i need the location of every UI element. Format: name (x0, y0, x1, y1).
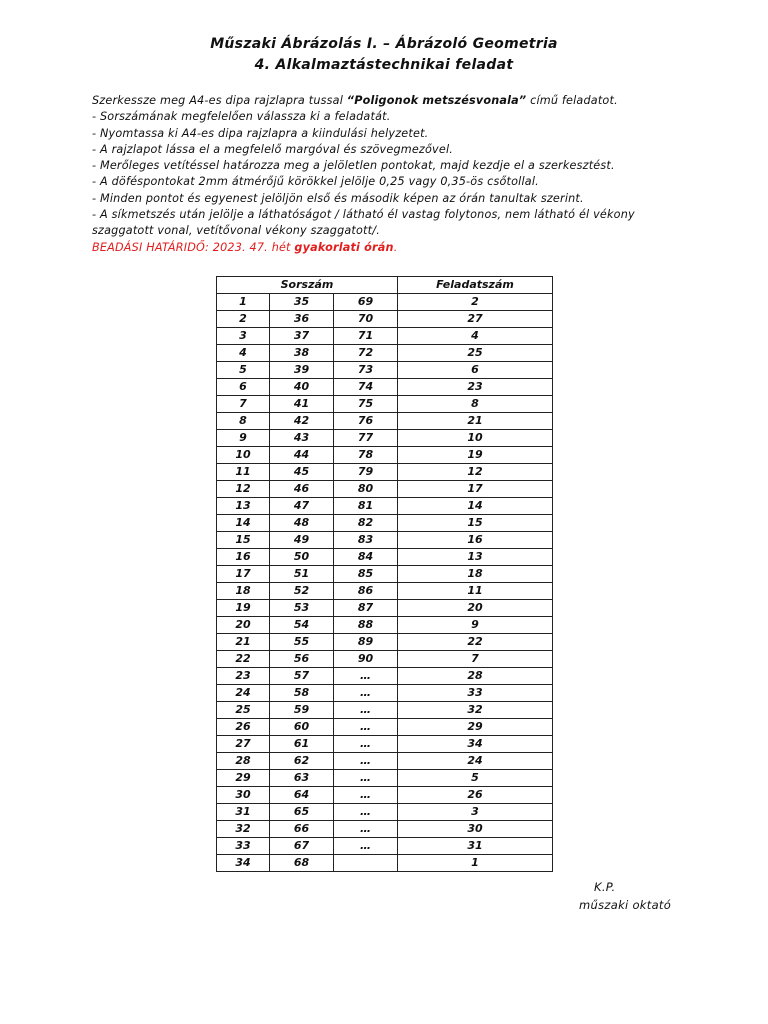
cell-sorszam-3: … (334, 838, 398, 855)
document-subtitle: 4. Alkalmaztástechnikai feladat (254, 57, 514, 73)
cell-sorszam-3: … (334, 770, 398, 787)
table-row (217, 430, 553, 447)
cell-sorszam-1: 18 (217, 583, 270, 600)
signature-role: műszaki oktató (579, 898, 672, 912)
cell-sorszam-1: 12 (217, 481, 270, 498)
table-row (217, 719, 553, 736)
instruction-bullet: - Minden pontot és egyenest jelöljön első és második képen az órán tanultak szerint. (92, 191, 584, 205)
cell-sorszam-3: 75 (334, 396, 398, 413)
cell-sorszam-2: 66 (270, 821, 334, 838)
cell-sorszam-2: 59 (270, 702, 334, 719)
table-header-row (217, 277, 553, 294)
cell-sorszam-1: 5 (217, 362, 270, 379)
cell-sorszam-3: 90 (334, 651, 398, 668)
deadline-line (92, 240, 672, 256)
cell-sorszam-3: 78 (334, 447, 398, 464)
cell-sorszam-1: 11 (217, 464, 270, 481)
cell-sorszam-1: 10 (217, 447, 270, 464)
table-row (217, 464, 553, 481)
cell-feladatszam: 26 (398, 787, 553, 804)
assignment-name: “Poligonok metszésvonala” (346, 94, 527, 107)
table-row (217, 396, 553, 413)
cell-feladatszam: 20 (398, 600, 553, 617)
cell-sorszam-3: 74 (334, 379, 398, 396)
table-row (217, 311, 553, 328)
table-row (217, 787, 553, 804)
cell-sorszam-2: 37 (270, 328, 334, 345)
cell-feladatszam: 15 (398, 515, 553, 532)
cell-feladatszam: 31 (398, 838, 553, 855)
cell-sorszam-3: … (334, 753, 398, 770)
cell-feladatszam: 10 (398, 430, 553, 447)
cell-sorszam-3 (334, 855, 398, 872)
signature-initials: K.P. (594, 880, 616, 894)
cell-sorszam-1: 16 (217, 549, 270, 566)
cell-sorszam-1: 20 (217, 617, 270, 634)
cell-sorszam-2: 62 (270, 753, 334, 770)
cell-sorszam-1: 4 (217, 345, 270, 362)
cell-sorszam-2: 56 (270, 651, 334, 668)
cell-sorszam-2: 60 (270, 719, 334, 736)
cell-feladatszam: 27 (398, 311, 553, 328)
cell-sorszam-3: … (334, 685, 398, 702)
cell-sorszam-1: 17 (217, 566, 270, 583)
cell-sorszam-2: 45 (270, 464, 334, 481)
cell-sorszam-2: 43 (270, 430, 334, 447)
cell-sorszam-1: 6 (217, 379, 270, 396)
cell-sorszam-3: 71 (334, 328, 398, 345)
cell-feladatszam: 25 (398, 345, 553, 362)
cell-sorszam-1: 14 (217, 515, 270, 532)
cell-sorszam-3: … (334, 787, 398, 804)
cell-sorszam-2: 47 (270, 498, 334, 515)
cell-feladatszam: 29 (398, 719, 553, 736)
cell-sorszam-2: 54 (270, 617, 334, 634)
cell-sorszam-1: 27 (217, 736, 270, 753)
cell-feladatszam: 28 (398, 668, 553, 685)
deadline-date: 2023. 47. hét (209, 240, 295, 254)
cell-sorszam-2: 57 (270, 668, 334, 685)
cell-feladatszam: 11 (398, 583, 553, 600)
cell-sorszam-2: 44 (270, 447, 334, 464)
cell-feladatszam: 8 (398, 396, 553, 413)
cell-sorszam-3: 89 (334, 634, 398, 651)
table-body (217, 294, 553, 872)
cell-sorszam-2: 65 (270, 804, 334, 821)
table-row (217, 821, 553, 838)
cell-feladatszam: 16 (398, 532, 553, 549)
cell-sorszam-2: 48 (270, 515, 334, 532)
table-row (217, 447, 553, 464)
cell-sorszam-1: 23 (217, 668, 270, 685)
cell-sorszam-3: … (334, 821, 398, 838)
cell-feladatszam: 34 (398, 736, 553, 753)
cell-sorszam-2: 50 (270, 549, 334, 566)
cell-feladatszam: 32 (398, 702, 553, 719)
table-row (217, 685, 553, 702)
cell-sorszam-2: 53 (270, 600, 334, 617)
cell-sorszam-1: 28 (217, 753, 270, 770)
table-row (217, 379, 553, 396)
table-row (217, 651, 553, 668)
table-row (217, 549, 553, 566)
cell-sorszam-3: … (334, 736, 398, 753)
table-row (217, 634, 553, 651)
cell-sorszam-1: 30 (217, 787, 270, 804)
cell-sorszam-1: 7 (217, 396, 270, 413)
cell-feladatszam: 18 (398, 566, 553, 583)
cell-feladatszam: 1 (398, 855, 553, 872)
cell-feladatszam: 13 (398, 549, 553, 566)
deadline-session: gyakorlati órán (294, 240, 394, 254)
table-row (217, 481, 553, 498)
cell-sorszam-2: 40 (270, 379, 334, 396)
cell-sorszam-1: 29 (217, 770, 270, 787)
cell-sorszam-3: 86 (334, 583, 398, 600)
cell-sorszam-2: 39 (270, 362, 334, 379)
instruction-bullet: - A rajzlapot lássa el a megfelelő margóval és szövegmezővel. (92, 142, 454, 156)
cell-sorszam-1: 9 (217, 430, 270, 447)
table-row (217, 345, 553, 362)
table-row (217, 583, 553, 600)
cell-sorszam-3: 87 (334, 600, 398, 617)
document-title: Műszaki Ábrázolás I. – Ábrázoló Geometria (210, 36, 558, 52)
cell-sorszam-2: 68 (270, 855, 334, 872)
cell-sorszam-3: 77 (334, 430, 398, 447)
cell-sorszam-1: 25 (217, 702, 270, 719)
table-row (217, 294, 553, 311)
instruction-bullet: - A síkmetszés után jelölje a láthatóságot / látható él vastag folytonos, nem látható él vékony (92, 208, 635, 222)
instruction-bullet: szaggatott vonal, vetítővonal vékony szaggatott/. (92, 224, 380, 238)
table-row (217, 855, 553, 872)
cell-sorszam-2: 52 (270, 583, 334, 600)
cell-sorszam-2: 58 (270, 685, 334, 702)
table-row (217, 515, 553, 532)
table-row (217, 770, 553, 787)
table-row (217, 753, 553, 770)
table-row (217, 702, 553, 719)
table-row (217, 328, 553, 345)
assignment-table (216, 276, 553, 872)
header-sorszam: Sorszám (217, 277, 398, 294)
deadline-label: BEADÁSI HATÁRIDŐ: (92, 240, 209, 254)
deadline-end: . (393, 240, 398, 254)
cell-sorszam-1: 2 (217, 311, 270, 328)
cell-sorszam-3: 73 (334, 362, 398, 379)
cell-sorszam-1: 8 (217, 413, 270, 430)
intro-line (92, 93, 672, 109)
table-row (217, 668, 553, 685)
cell-feladatszam: 14 (398, 498, 553, 515)
cell-sorszam-3: 79 (334, 464, 398, 481)
cell-sorszam-2: 55 (270, 634, 334, 651)
table-row (217, 600, 553, 617)
cell-sorszam-3: 84 (334, 549, 398, 566)
cell-sorszam-3: 69 (334, 294, 398, 311)
cell-sorszam-2: 49 (270, 532, 334, 549)
cell-sorszam-3: … (334, 719, 398, 736)
table-row (217, 804, 553, 821)
cell-sorszam-3: 80 (334, 481, 398, 498)
cell-sorszam-2: 35 (270, 294, 334, 311)
instruction-bullet: - A döféspontokat 2mm átmérőjű körökkel jelölje 0,25 vagy 0,35-ös csőtollal. (92, 175, 539, 189)
instructions-block (92, 93, 672, 256)
cell-sorszam-1: 26 (217, 719, 270, 736)
table-row (217, 362, 553, 379)
cell-sorszam-2: 63 (270, 770, 334, 787)
cell-feladatszam: 2 (398, 294, 553, 311)
table-row (217, 532, 553, 549)
cell-sorszam-2: 41 (270, 396, 334, 413)
table-row (217, 736, 553, 753)
cell-sorszam-3: 72 (334, 345, 398, 362)
cell-feladatszam: 30 (398, 821, 553, 838)
cell-sorszam-1: 21 (217, 634, 270, 651)
cell-sorszam-1: 19 (217, 600, 270, 617)
cell-feladatszam: 22 (398, 634, 553, 651)
cell-sorszam-3: 81 (334, 498, 398, 515)
cell-sorszam-1: 22 (217, 651, 270, 668)
cell-sorszam-2: 42 (270, 413, 334, 430)
cell-sorszam-3: 85 (334, 566, 398, 583)
cell-sorszam-2: 61 (270, 736, 334, 753)
cell-feladatszam: 24 (398, 753, 553, 770)
cell-feladatszam: 21 (398, 413, 553, 430)
cell-feladatszam: 9 (398, 617, 553, 634)
instruction-bullet: - Merőleges vetítéssel határozza meg a jelöletlen pontokat, majd kezdje el a szerkesztést. (92, 159, 615, 173)
cell-sorszam-3: 83 (334, 532, 398, 549)
cell-sorszam-1: 3 (217, 328, 270, 345)
cell-feladatszam: 33 (398, 685, 553, 702)
intro-suffix: című feladatot. (526, 94, 618, 107)
cell-sorszam-2: 51 (270, 566, 334, 583)
cell-feladatszam: 19 (398, 447, 553, 464)
cell-sorszam-1: 33 (217, 838, 270, 855)
cell-sorszam-1: 13 (217, 498, 270, 515)
cell-feladatszam: 4 (398, 328, 553, 345)
cell-sorszam-1: 1 (217, 294, 270, 311)
cell-sorszam-1: 15 (217, 532, 270, 549)
cell-sorszam-3: 76 (334, 413, 398, 430)
cell-sorszam-2: 64 (270, 787, 334, 804)
cell-sorszam-3: 82 (334, 515, 398, 532)
cell-feladatszam: 6 (398, 362, 553, 379)
instruction-bullet: - Nyomtassa ki A4-es dipa rajzlapra a kiindulási helyzetet. (92, 126, 429, 140)
table-row (217, 617, 553, 634)
cell-sorszam-3: … (334, 804, 398, 821)
cell-sorszam-2: 36 (270, 311, 334, 328)
table-row (217, 838, 553, 855)
cell-feladatszam: 3 (398, 804, 553, 821)
cell-sorszam-2: 67 (270, 838, 334, 855)
table-row (217, 498, 553, 515)
cell-feladatszam: 17 (398, 481, 553, 498)
cell-feladatszam: 5 (398, 770, 553, 787)
cell-sorszam-2: 46 (270, 481, 334, 498)
cell-feladatszam: 12 (398, 464, 553, 481)
cell-sorszam-2: 38 (270, 345, 334, 362)
cell-feladatszam: 7 (398, 651, 553, 668)
header-feladatszam: Feladatszám (398, 277, 553, 294)
cell-sorszam-3: … (334, 702, 398, 719)
cell-sorszam-3: 88 (334, 617, 398, 634)
table-row (217, 566, 553, 583)
cell-sorszam-1: 31 (217, 804, 270, 821)
instruction-bullet: - Sorszámának megfelelően válassza ki a feladatát. (92, 110, 391, 124)
intro-prefix: Szerkessze meg A4-es dipa rajzlapra tussal (92, 94, 347, 107)
cell-feladatszam: 23 (398, 379, 553, 396)
cell-sorszam-1: 24 (217, 685, 270, 702)
cell-sorszam-3: … (334, 668, 398, 685)
cell-sorszam-3: 70 (334, 311, 398, 328)
table-row (217, 413, 553, 430)
cell-sorszam-1: 34 (217, 855, 270, 872)
cell-sorszam-1: 32 (217, 821, 270, 838)
